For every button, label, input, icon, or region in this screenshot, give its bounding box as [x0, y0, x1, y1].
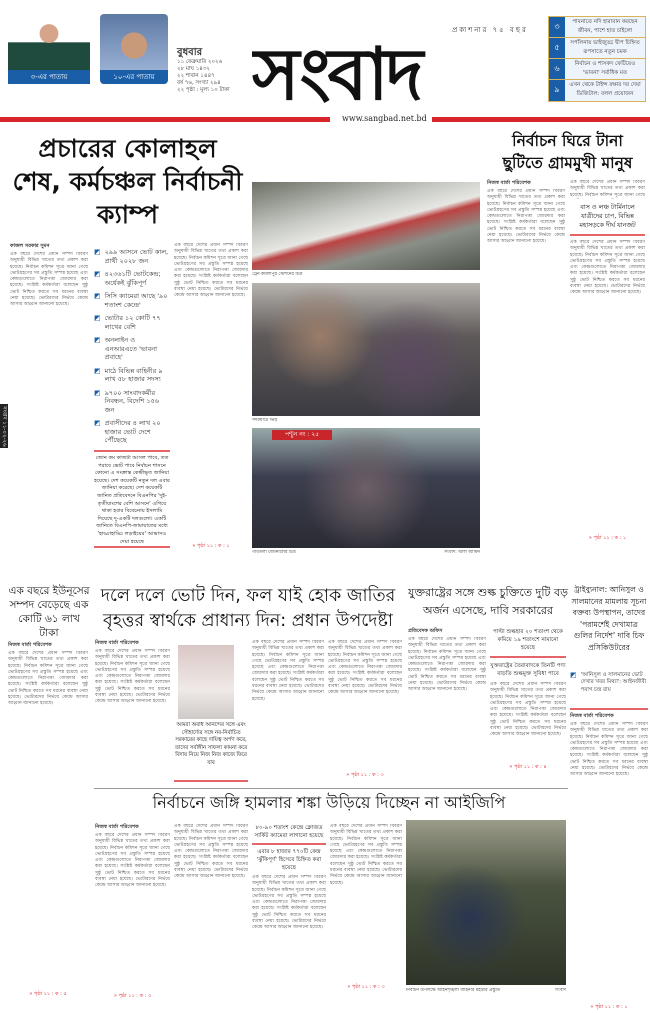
date-block: [177, 46, 245, 94]
index-text: সর্পলিনায় ভাইজুড্ড দ্বীপ চিহ্নিত রূপসাতে নতুন চমক: [570, 40, 640, 55]
body-text: এক বছরে দেশের প্রধান সম্পদ বিবরণ অনুযায়ী বিভিন্ন খাতের তথ্য প্রকাশ করা হয়েছে। নির্বাচন কমিশন সূত্রে জানা গেছে ভোটগ্রহণের সব প্রস্তুতি সম্পন্ন হয়েছে এবং কেন্দ্রগুলোতে নিরাপত্তা জোরদার করা হয়েছে। সংশ্লিষ্ট কর্মকর্তারা বলেছেন সুষ্ঠু ভোট নিশ্চিত করতে সব ধরনের ব্যবস্থা নেয়া হয়েছে। ভোটারদের নির্ভয়ে কেন্দ্রে আসার আহ্বান জানানো হয়েছে।: [10, 252, 88, 308]
tribunal-headline[interactable]: ট্রাইব্যুনাল: আনিসুল ও সালমানের মামলায় সূচনা বক্তব্য উপস্থাপন, তাদের 'পরামর্শেই দেখামাত্র গুলির নির্দেশ' দাবি চিফ প্রসিকিউটরের: [571, 585, 647, 652]
index-page: ৩: [549, 17, 565, 37]
holiday-col-1: [487, 180, 565, 554]
usa-sidebox-1: পাল্টা শুল্কহার ২০ শতাংশ থেকে কমিয়ে ১৯ শতাংশে নামানো হয়েছে: [493, 629, 563, 651]
bullet-item: ◩ ২৯৯ আসনে ভোট কাল, প্রার্থী ২০২৮ জন: [94, 248, 169, 265]
masthead-rule-right: [432, 117, 650, 122]
divider: [94, 788, 568, 789]
usa-sidebox-2: যুক্তরাষ্ট্রের তৈরাবাদকে তিনটি পণ্য বাড়তি শুল্কমুক্ত সুবিধা পাবে: [490, 663, 566, 677]
website-url[interactable]: www.sangbad.net.bd: [342, 114, 427, 123]
body-text: এক বছরে দেশের প্রধান সম্পদ বিবরণ অনুযায়ী বিভিন্ন খাতের তথ্য প্রকাশ করা হয়েছে। নির্বাচন কমিশন সূত্রে জানা গেছে ভোটগ্রহণের সব প্রস্তুতি সম্পন্ন হয়েছে এবং কেন্দ্রগুলোতে নিরাপত্তা জোরদার করা হয়েছে। সংশ্লিষ্ট কর্মকর্তারা বলেছেন সুষ্ঠু ভোট নিশ্চিত করতে সব ধরনের ব্যবস্থা নেয়া হয়েছে। ভোটারদের নির্ভয়ে কেন্দ্রে আসার আহ্বান জানানো হয়েছে।: [570, 240, 645, 296]
byline: কাজল সরকার সুমন: [10, 243, 50, 249]
continue-link[interactable]: » পৃষ্ঠা ১১ : ক : ৩: [346, 772, 384, 778]
index-page: ৬: [549, 59, 565, 79]
index-page: ৫: [549, 38, 565, 58]
index-text: পাবনাতে নদি হারাবান করছেন জীবন, পাশে হাত চাইলো: [572, 19, 638, 34]
bullet-icon: ◩: [94, 248, 101, 256]
index-text: এখন থেকে টাইন্স রক্ষার দর দেয়া ডিজিটাল: বলল প্রয়োজন: [569, 82, 641, 97]
divider: [252, 843, 326, 845]
bullet-item: ◩ ৯৭০০ সাংবাদকর্মীর নিবন্ধন, বিদেশি ১৫৬ জন: [94, 388, 160, 414]
bullet-icon: ◩: [94, 314, 101, 322]
body-text: এক বছরে দেশের প্রধান সম্পদ বিবরণ অনুযায়ী বিভিন্ন খাতের তথ্য প্রকাশ করা হয়েছে। নির্বাচন কমিশন সূত্রে জানা গেছে ভোটগ্রহণের সব প্রস্তুতি সম্পন্ন হয়েছে এবং কেন্দ্রগুলোতে নিরাপত্তা জোরদার করা হয়েছে। সংশ্লিষ্ট কর্মকর্তারা বলেছেন সুষ্ঠু ভোট নিশ্চিত করতে সব ধরনের ব্যবস্থা নেয়া হয়েছে। ভোটারদের নির্ভয়ে কেন্দ্রে আসার আহ্বান জানানো হয়েছে।: [487, 189, 565, 245]
inside-index: [548, 16, 646, 102]
security-forces-photo[interactable]: [406, 820, 566, 985]
continue-link[interactable]: » পৃষ্ঠা ১১ : ক : ১: [192, 543, 230, 549]
yunus-col-1: [95, 640, 170, 789]
usa-deal-headline[interactable]: যুক্তরাষ্ট্রের সঙ্গে শুল্ক চুক্তিতে দুটি বড় অর্জন এসেছে, দাবি সরকারের: [408, 586, 568, 617]
bullet-icon: ◩: [94, 388, 101, 397]
weekday: বুধবার: [177, 47, 203, 58]
date-line: ২২ শাবান ১৪৪৭: [177, 73, 215, 79]
body-text: এক বছরে দেশের প্রধান সম্পদ বিবরণ অনুযায়ী বিভিন্ন খাতের তথ্য প্রকাশ করা হয়েছে। নির্বাচন কমিশন সূত্রে জানা গেছে ভোটগ্রহণের সব প্রস্তুতি সম্পন্ন হয়েছে এবং কেন্দ্রগুলোতে নিরাপত্তা জোরদার করা হয়েছে। সংশ্লিষ্ট কর্মকর্তারা বলেছেন সুষ্ঠু ভোট নিশ্চিত করতে সব ধরনের ব্যবস্থা নেয়া হয়েছে। ভোটারদের নির্ভয়ে কেন্দ্রে আসার আহ্বান জানানো হয়েছে।: [330, 824, 402, 886]
lead-headline[interactable]: প্রচারের কোলাহল শেষ, কর্মচঞ্চল নির্বাচনী ক্যাম্প: [12, 134, 243, 229]
security-col-3: [252, 824, 326, 979]
byline: নিজস্ব বার্তা পরিবেশক: [570, 713, 614, 719]
index-item[interactable]: [549, 80, 645, 101]
security-sidebox-2: এবার ৮ হাজার ৭৭০টি কেন্দ্র 'ঝুঁকিপূর্ণ' হিসেবে চিহ্নিত করা হয়েছে: [256, 849, 322, 871]
bullet-icon: ◩: [570, 671, 577, 679]
date-line: ১১ ফেব্রুয়ারি ২০২৬: [177, 59, 223, 65]
teaser-label: ১০-এর পাতায়: [100, 70, 168, 84]
continue-link[interactable]: » পৃষ্ঠা ১১ : ক : ১: [590, 1004, 628, 1010]
body-text: এক বছরে দেশের প্রধান সম্পদ বিবরণ অনুযায়ী বিভিন্ন খাতের তথ্য প্রকাশ করা হয়েছে। নির্বাচন কমিশন সূত্রে জানা গেছে ভোটগ্রহণের সব প্রস্তুতি সম্পন্ন হয়েছে এবং কেন্দ্রগুলোতে নিরাপত্তা জোরদার করা হয়েছে। সংশ্লিষ্ট কর্মকর্তারা বলেছেন সুষ্ঠু ভোট নিশ্চিত করতে সব ধরনের ব্যবস্থা নেয়া হয়েছে। ভোটারদের নির্ভয়ে কেন্দ্রে আসার আহ্বান জানানো হয়েছে।: [408, 637, 486, 693]
bullet-item: ◩ সিসি ক্যামেরা আছে '৯০ শতাংশ কেন্দ্রে': [94, 292, 168, 309]
photo-caption: ট্রেন কমলাপুর স্টেশনের চিত্র: [252, 272, 303, 277]
byline: প্রতিবেদক অফিস: [408, 628, 443, 634]
teaser-photo-1[interactable]: [8, 14, 90, 84]
photo-caption: সদরঘাটে ভিড়: [252, 418, 278, 423]
bullet-item: ◩ প্রবাসীদের ৪ লাখ ২০ হাজার ভোট দেশে পৌঁছেছে: [94, 419, 161, 444]
body-text: এক বছরে দেশের প্রধান সম্পদ বিবরণ অনুযায়ী বিভিন্ন খাতের তথ্য প্রকাশ করা হয়েছে। নির্বাচন কমিশন সূত্রে জানা গেছে ভোটগ্রহণের সব প্রস্তুতি সম্পন্ন হয়েছে এবং কেন্দ্রগুলোতে নিরাপত্তা জোরদার করা হয়েছে। সংশ্লিষ্ট কর্মকর্তারা বলেছেন সুষ্ঠু ভোট নিশ্চিত করতে সব ধরনের ব্যবস্থা নেয়া হয়েছে। ভোটারদের নির্ভয়ে কেন্দ্রে আসার আহ্বান জানানো হয়েছে।: [174, 243, 248, 299]
body-text: এক বছরে দেশের প্রধান সম্পদ বিবরণ অনুযায়ী বিভিন্ন খাতের তথ্য প্রকাশ করা হয়েছে। নির্বাচন কমিশন সূত্রে জানা গেছে ভোটগ্রহণের সব প্রস্তুতি সম্পন্ন হয়েছে এবং কেন্দ্রগুলোতে নিরাপত্তা জোরদার করা হয়েছে। সংশ্লিষ্ট কর্মকর্তারা বলেছেন সুষ্ঠু ভোট নিশ্চিত করতে সব ধরনের ব্যবস্থা নেয়া হয়েছে। ভোটারদের নির্ভয়ে কেন্দ্রে আসার আহ্বান জানানো হয়েছে।: [8, 651, 88, 707]
body-text: এক বছরে দেশের প্রধান সম্পদ বিবরণ অনুযায়ী বিভিন্ন খাতের তথ্য প্রকাশ করা হয়েছে। নির্বাচন কমিশন সূত্রে জানা গেছে ভোটগ্রহণের সব প্রস্তুতি সম্পন্ন হয়েছে এবং কেন্দ্রগুলোতে নিরাপত্তা জোরদার করা হয়েছে। সংশ্লিষ্ট কর্মকর্তারা বলেছেন সুষ্ঠু ভোট নিশ্চিত করতে সব ধরনের ব্যবস্থা নেয়া হয়েছে। ভোটারদের নির্ভয়ে কেন্দ্রে আসার আহ্বান জানানো হয়েছে।: [174, 824, 248, 880]
bullet-item: ◩ ভোটার ১২ কোটি ৭৭ লাখের বেশি: [94, 314, 161, 331]
security-col-4: [330, 824, 402, 991]
pontoon-sign: পন্টুন নং : ২৫: [272, 430, 332, 440]
usa-col-2: [490, 628, 566, 771]
bullet-item: ◩ অনলাইন ও এনআরএতে 'ভাবনা প্রবাহে': [94, 336, 158, 361]
founded-tagline: প্রকাশনার ৭৫ বছর: [452, 26, 528, 34]
byline: নিজস্ব বার্তা পরিবেশক: [95, 824, 139, 830]
side-strip: সংবাদ ১১-০২-২৬: [1, 405, 7, 447]
index-text: নির্বাচন ও শাসকদ ফেটিয়েও 'ভাবনা' সর্বাধিক মত: [574, 61, 636, 76]
teaser-photo-2[interactable]: [100, 14, 168, 84]
holiday-subheadline: বাস ও লঞ্চ টার্মিনালে যাত্রীদের চাপ, বিভিন্ন মহাসড়কে দীর্ঘ যানজট: [579, 203, 636, 229]
bullet-item: ◩ ৪২৩৬১টি ভোটকেন্দ্র; অর্ধেকই ঝুঁকিপূর্ণ: [94, 270, 161, 287]
yunus-pullquote: আমরা অবাধ আনন্দের সঙ্গে এবং সৌহার্দ্যের সঙ্গে নব-নির্বাচিত সরকারের কাছে দায়িত্ব অর্পণ করে, তাদের সর্বাঙ্গীন সাফল্য কামনা করে বিদায় নিয়ে নিজ নিজ কাজে ফিরে যাব: [174, 722, 248, 766]
lead-pullquote: জোন কম কাজটা আসল পাবে, তত পরাবে ভোট পাবে নির্বাচন শাসনে কোনো এ সংক্রান্ত কেন্দ্রীভূত জানিয়া হয়েছে। দেশ কয়েকটি নতুন দল এবার জানিয়া করেছে। দেশ কয়েকটি জানিত প্রতিবেদনে বিএনপির 'দুই-তৃতীয়াংশের বেশি আসনে' এগিয়ে থাকা হবার বিবেচনায় ইসলামি দিয়েছে দু-একটি দলগুলো। একটি জানিতে বিএনপি-জামায়াতের মধ্যে 'হাড্ডাহাড্ডি লড়াইয়ের' আভাসও দেয়া হয়েছে: [94, 455, 170, 543]
yunus-photo[interactable]: [178, 645, 234, 719]
tribunal-body: [570, 713, 648, 1011]
security-headline[interactable]: নির্বাচনে জঙ্গি হামলার শঙ্কা উড়িয়ে দিচ্ছেন না আইজিপি: [152, 793, 506, 812]
divider: [94, 546, 170, 548]
holiday-col-2: [570, 180, 645, 542]
continue-link[interactable]: » পৃষ্ঠা ১১ : ক : ৩: [113, 993, 152, 999]
security-col-1: [95, 824, 170, 1000]
body-text: এক বছরে দেশের প্রধান সম্পদ বিবরণ অনুযায়ী বিভিন্ন খাতের তথ্য প্রকাশ করা হয়েছে। নির্বাচন কমিশন সূত্রে জানা গেছে: [570, 180, 645, 198]
divider: [570, 234, 645, 236]
date-line: বর্ষ ৭৬, সংখ্যা ২৯৪: [177, 80, 221, 86]
terminal-photo[interactable]: [252, 428, 480, 548]
photo-caption: গাবতলী টার্মিনালের চিত্র: [252, 550, 296, 555]
photo-caption: নির্বাচন উপলক্ষে আইনশৃঙ্খলা বাহিনীর মহড়ার প্রস্তুতি: [406, 988, 501, 993]
date-line: ২৮ মাঘ ১৪৩২: [177, 66, 210, 72]
holiday-headline[interactable]: নির্বাচন ঘিরে টানা ছুটিতে গ্রামমুখী মানুষ: [502, 132, 633, 172]
index-page: ৯: [549, 80, 565, 101]
assets-headline[interactable]: এক বছরে ইউনূসের সম্পদ বেড়েছে এক কোটি ৬১ লাখ টাকা: [8, 585, 90, 639]
continue-link[interactable]: » পৃষ্ঠা ১১ : ক : ৩: [347, 984, 385, 990]
continue-link[interactable]: » পৃষ্ঠা ১১ : ক : ৪: [509, 764, 547, 770]
byline: নিজস্ব বার্তা পরিবেশক: [8, 642, 52, 648]
usa-col-1: [408, 628, 486, 785]
security-sidebox-1: ৮০-৯০ শতাংশ কেন্দ্রে ক্লোজড সার্কিট ক্যামেরা লাগানো হয়েছে: [254, 825, 324, 839]
index-item[interactable]: [549, 38, 645, 59]
body-text: এক বছরে দেশের প্রধান সম্পদ বিবরণ অনুযায়ী বিভিন্ন খাতের তথ্য প্রকাশ করা হয়েছে। নির্বাচন কমিশন সূত্রে জানা গেছে ভোটগ্রহণের সব প্রস্তুতি সম্পন্ন হয়েছে এবং কেন্দ্রগুলোতে নিরাপত্তা জোরদার করা হয়েছে। সংশ্লিষ্ট কর্মকর্তারা বলেছেন সুষ্ঠু ভোট নিশ্চিত করতে সব ধরনের ব্যবস্থা নেয়া হয়েছে। ভোটারদের নির্ভয়ে কেন্দ্রে আসার আহ্বান জানানো হয়েছে।: [252, 875, 326, 931]
byline: নিজস্ব বার্তা পরিবেশক: [95, 640, 139, 646]
teaser-label: ৩-এর পাতায়: [8, 70, 90, 84]
lead-col-1: [10, 243, 88, 552]
masthead-rule-left: [0, 117, 330, 122]
security-col-2: [174, 824, 248, 999]
bullet-icon: ◩: [94, 419, 101, 427]
photo-credit: সংবাদ: [554, 988, 566, 993]
bullet-icon: ◩: [94, 366, 101, 375]
index-item[interactable]: [549, 17, 645, 38]
assets-body: [8, 642, 88, 998]
yunus-col-4: [328, 640, 402, 779]
divider: [94, 450, 170, 452]
yunus-col-3: [252, 640, 324, 780]
newspaper-logo[interactable]: সংবাদ: [252, 36, 421, 112]
byline: নিজস্ব বার্তা পরিবেশক: [487, 180, 531, 186]
body-text: এক বছরে দেশের প্রধান সম্পদ বিবরণ অনুযায়ী বিভিন্ন খাতের তথ্য প্রকাশ করা হয়েছে। নির্বাচন কমিশন সূত্রে জানা গেছে ভোটগ্রহণের সব প্রস্তুতি সম্পন্ন হয়েছে এবং কেন্দ্রগুলোতে নিরাপত্তা জোরদার করা হয়েছে। সংশ্লিষ্ট কর্মকর্তারা বলেছেন সুষ্ঠু ভোট নিশ্চিত করতে সব ধরনের ব্যবস্থা নেয়া হয়েছে। ভোটারদের নির্ভয়ে কেন্দ্রে আসার আহ্বান জানানো হয়েছে।: [95, 833, 170, 889]
bullet-icon: ◩: [94, 292, 101, 300]
yunus-headline[interactable]: দলে দলে ভোট দিন, ফল যাই হোক জাতির বৃহত্তর স্বার্থকে প্রাধান্য দিন: প্রধান উপদেষ্টা: [100, 586, 396, 631]
train-photo[interactable]: [252, 182, 480, 270]
body-text: এক বছরে দেশের প্রধান সম্পদ বিবরণ অনুযায়ী বিভিন্ন খাতের তথ্য প্রকাশ করা হয়েছে। নির্বাচন কমিশন সূত্রে জানা গেছে ভোটগ্রহণের সব প্রস্তুতি সম্পন্ন হয়েছে এবং কেন্দ্রগুলোতে নিরাপত্তা জোরদার করা হয়েছে। সংশ্লিষ্ট কর্মকর্তারা বলেছেন সুষ্ঠু ভোট নিশ্চিত করতে সব ধরনের ব্যবস্থা নেয়া হয়েছে। ভোটারদের নির্ভয়ে কেন্দ্রে আসার আহ্বান জানানো হয়েছে।: [490, 682, 566, 738]
bullet-item: ◩ মাঠে বিভিন্ন বাহিনীর ৯ লাখ ৫৮ হাজার সদস্য: [94, 366, 163, 383]
lead-col-3: [174, 243, 248, 550]
index-item[interactable]: [549, 59, 645, 80]
date-line: ২২ পৃষ্ঠা : মূল্য ১০ টাকা: [177, 87, 230, 93]
tribunal-bullet: ◩ 'আনিসুল ও সালমানের ভোট দেখার খবর মিথ্যা': আইনজীবী পরাগ চন্দ্র রায়: [570, 671, 647, 693]
body-text: এক বছরে দেশের প্রধান সম্পদ বিবরণ অনুযায়ী বিভিন্ন খাতের তথ্য প্রকাশ করা হয়েছে। নির্বাচন কমিশন সূত্রে জানা গেছে ভোটগ্রহণের সব প্রস্তুতি সম্পন্ন হয়েছে এবং কেন্দ্রগুলোতে নিরাপত্তা জোরদার করা হয়েছে। সংশ্লিষ্ট কর্মকর্তারা বলেছেন সুষ্ঠু ভোট নিশ্চিত করতে সব ধরনের ব্যবস্থা নেয়া হয়েছে। ভোটারদের নির্ভয়ে কেন্দ্রে আসার আহ্বান জানানো হয়েছে।: [252, 640, 324, 702]
divider: [570, 708, 648, 710]
body-text: এক বছরে দেশের প্রধান সম্পদ বিবরণ অনুযায়ী বিভিন্ন খাতের তথ্য প্রকাশ করা হয়েছে। নির্বাচন কমিশন সূত্রে জানা গেছে ভোটগ্রহণের সব প্রস্তুতি সম্পন্ন হয়েছে এবং কেন্দ্রগুলোতে নিরাপত্তা জোরদার করা হয়েছে। সংশ্লিষ্ট কর্মকর্তারা বলেছেন সুষ্ঠু ভোট নিশ্চিত করতে সব ধরনের ব্যবস্থা নেয়া হয়েছে। ভোটারদের নির্ভয়ে কেন্দ্রে আসার আহ্বান জানানো হয়েছে।: [570, 722, 648, 778]
photo-credit: সংবাদ: আল আমিন: [444, 550, 480, 555]
divider: [490, 656, 566, 658]
bullet-icon: ◩: [94, 270, 101, 278]
crowd-photo[interactable]: [252, 283, 480, 416]
divider: [174, 780, 248, 782]
lead-bullets: [94, 248, 169, 450]
continue-link[interactable]: » পৃষ্ঠা ১১ : ক : ১: [588, 535, 627, 541]
bullet-icon: ◩: [94, 336, 101, 344]
body-text: এক বছরে দেশের প্রধান সম্পদ বিবরণ অনুযায়ী বিভিন্ন খাতের তথ্য প্রকাশ করা হয়েছে। নির্বাচন কমিশন সূত্রে জানা গেছে ভোটগ্রহণের সব প্রস্তুতি সম্পন্ন হয়েছে এবং কেন্দ্রগুলোতে নিরাপত্তা জোরদার করা হয়েছে। সংশ্লিষ্ট কর্মকর্তারা বলেছেন সুষ্ঠু ভোট নিশ্চিত করতে সব ধরনের ব্যবস্থা নেয়া হয়েছে। ভোটারদের নির্ভয়ে কেন্দ্রে আসার আহ্বান জানানো হয়েছে।: [95, 649, 170, 705]
continue-link[interactable]: » পৃষ্ঠা ১১ : ক : ৫: [29, 991, 67, 997]
body-text: এক বছরে দেশের প্রধান সম্পদ বিবরণ অনুযায়ী বিভিন্ন খাতের তথ্য প্রকাশ করা হয়েছে। নির্বাচন কমিশন সূত্রে জানা গেছে ভোটগ্রহণের সব প্রস্তুতি সম্পন্ন হয়েছে এবং কেন্দ্রগুলোতে নিরাপত্তা জোরদার করা হয়েছে। সংশ্লিষ্ট কর্মকর্তারা বলেছেন সুষ্ঠু ভোট নিশ্চিত করতে সব ধরনের ব্যবস্থা নেয়া হয়েছে। ভোটারদের নির্ভয়ে কেন্দ্রে আসার আহ্বান জানানো হয়েছে।: [328, 640, 402, 696]
